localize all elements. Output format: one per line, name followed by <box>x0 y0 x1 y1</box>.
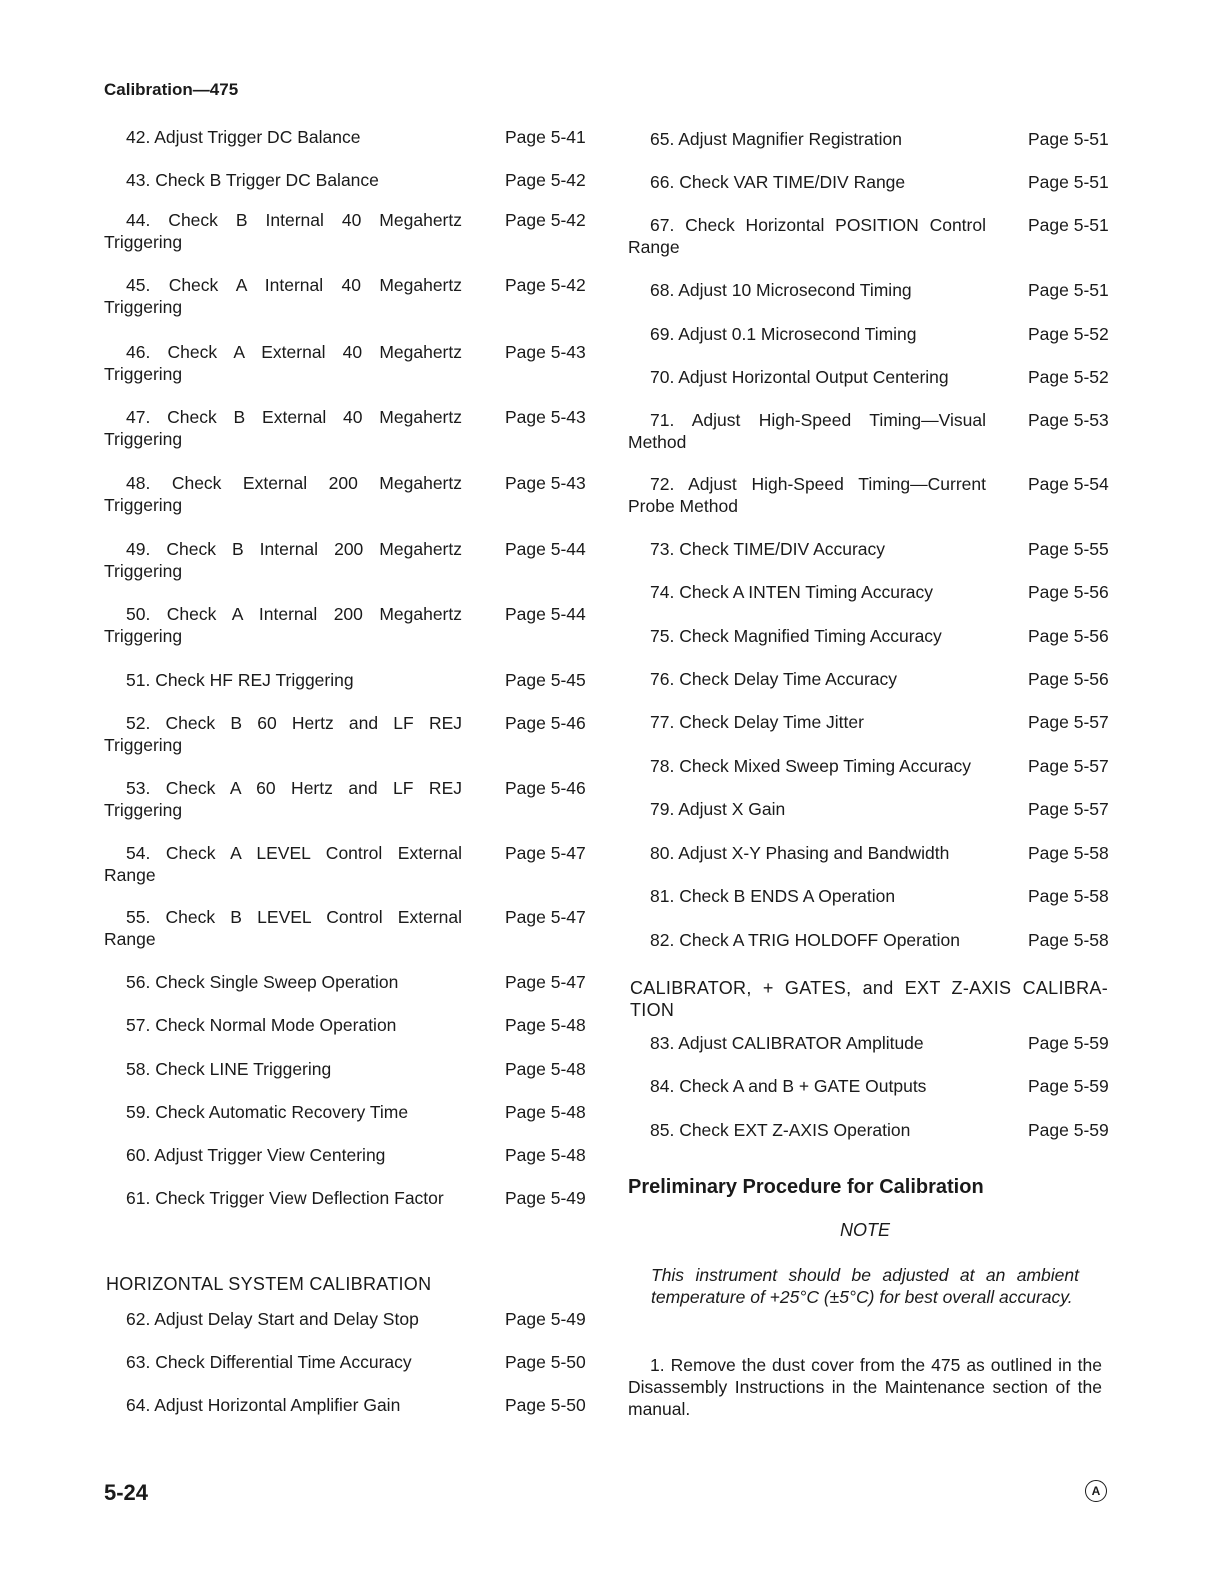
toc-entry-page: Page 5-47 <box>505 972 586 992</box>
toc-entry <box>104 603 588 647</box>
toc-entry-page: Page 5-56 <box>1028 626 1109 646</box>
toc-entry-page: Page 5-42 <box>505 275 586 295</box>
toc-entry-title: 67. Check Horizontal POSITION Control Range <box>628 215 986 257</box>
toc-entry <box>104 169 588 191</box>
toc-entry <box>104 669 588 691</box>
toc-entry-title: 58. Check LINE Triggering <box>126 1059 332 1079</box>
toc-entry-page: Page 5-46 <box>505 713 586 733</box>
toc-entry <box>104 274 588 318</box>
toc-entry-page: Page 5-50 <box>505 1352 586 1372</box>
toc-entry <box>628 366 1110 388</box>
toc-entry-page: Page 5-48 <box>505 1059 586 1079</box>
toc-entry-page: Page 5-48 <box>505 1015 586 1035</box>
toc-entry <box>104 1351 588 1373</box>
toc-entry <box>104 971 588 993</box>
toc-entry <box>104 1394 588 1416</box>
toc-entry <box>628 885 1110 907</box>
toc-entry <box>104 1187 588 1209</box>
toc-entry-title: 42. Adjust Trigger DC Balance <box>126 127 361 147</box>
toc-entry <box>628 711 1110 733</box>
toc-entry <box>104 1058 588 1080</box>
toc-entry-title: 52. Check B 60 Hertz and LF REJ Triggering <box>104 713 462 755</box>
toc-entry-page: Page 5-57 <box>1028 756 1109 776</box>
toc-entry-title: 83. Adjust CALIBRATOR Amplitude <box>650 1033 924 1053</box>
page-number: 5-24 <box>104 1480 149 1505</box>
toc-entry-page: Page 5-48 <box>505 1102 586 1122</box>
toc-entry <box>104 538 588 582</box>
toc-entry-title: 57. Check Normal Mode Operation <box>126 1015 397 1035</box>
toc-entry <box>628 1119 1110 1141</box>
toc-entry-title: 64. Adjust Horizontal Amplifier Gain <box>126 1395 401 1415</box>
toc-entry-title: 60. Adjust Trigger View Centering <box>126 1145 386 1165</box>
toc-entry <box>104 1308 588 1330</box>
toc-entry <box>104 406 588 450</box>
toc-entry <box>628 1075 1110 1097</box>
toc-entry <box>628 128 1110 150</box>
preliminary-heading: Preliminary Procedure for Calibration <box>628 1176 984 1198</box>
toc-entry-title: 55. Check B LEVEL Control External Range <box>104 907 462 949</box>
toc-entry <box>104 906 588 950</box>
toc-entry-title: 46. Check A External 40 Megahertz Triggering <box>104 342 462 384</box>
toc-entry-page: Page 5-51 <box>1028 215 1109 235</box>
toc-entry-title: 71. Adjust High-Speed Timing—Visual Method <box>628 410 986 452</box>
toc-entry-title: 70. Adjust Horizontal Output Centering <box>650 367 949 387</box>
toc-entry-page: Page 5-51 <box>1028 129 1109 149</box>
toc-entry-title: 69. Adjust 0.1 Microsecond Timing <box>650 324 917 344</box>
toc-entry-title: 80. Adjust X-Y Phasing and Bandwidth <box>650 843 950 863</box>
toc-entry-page: Page 5-47 <box>505 843 586 863</box>
toc-entry-title: 79. Adjust X Gain <box>650 799 786 819</box>
toc-entry-page: Page 5-58 <box>1028 930 1109 950</box>
note-label: NOTE <box>840 1220 891 1240</box>
toc-entry <box>104 209 588 253</box>
toc-entry <box>628 625 1110 647</box>
toc-entry <box>628 214 1110 258</box>
toc-entry <box>628 171 1110 193</box>
toc-entry-page: Page 5-42 <box>505 170 586 190</box>
toc-entry <box>628 842 1110 864</box>
toc-entry-title: 68. Adjust 10 Microsecond Timing <box>650 280 912 300</box>
toc-entry <box>628 755 1110 777</box>
toc-entry <box>104 1144 588 1166</box>
toc-entry-page: Page 5-59 <box>1028 1076 1109 1096</box>
toc-entry-page: Page 5-41 <box>505 127 586 147</box>
toc-entry <box>628 323 1110 345</box>
toc-entry-title: 66. Check VAR TIME/DIV Range <box>650 172 906 192</box>
step-1-text: 1. Remove the dust cover from the 475 as outlined in the Disassembly Instructions in the Maintenance section of the manual. <box>628 1355 1102 1419</box>
revision-mark: A <box>1085 1480 1107 1502</box>
toc-entry-title: 74. Check A INTEN Timing Accuracy <box>650 582 934 602</box>
toc-entry <box>628 668 1110 690</box>
toc-entry-page: Page 5-46 <box>505 778 586 798</box>
toc-entry-page: Page 5-59 <box>1028 1120 1109 1140</box>
toc-entry-title: 72. Adjust High-Speed Timing—Current Probe Method <box>628 474 986 516</box>
toc-entry-title: 76. Check Delay Time Accuracy <box>650 669 898 689</box>
toc-entry-page: Page 5-53 <box>1028 410 1109 430</box>
toc-entry-page: Page 5-51 <box>1028 280 1109 300</box>
toc-entry-page: Page 5-44 <box>505 539 586 559</box>
toc-entry-title: 63. Check Differential Time Accuracy <box>126 1352 412 1372</box>
toc-entry-page: Page 5-58 <box>1028 886 1109 906</box>
toc-entry-title: 81. Check B ENDS A Operation <box>650 886 896 906</box>
toc-entry <box>628 581 1110 603</box>
toc-entry-page: Page 5-45 <box>505 670 586 690</box>
note-text: This instrument should be adjusted at an ambient temperature of +25°C (±5°C) for best overall accuracy. <box>651 1265 1079 1307</box>
toc-entry-title: 78. Check Mixed Sweep Timing Accuracy <box>650 756 971 776</box>
toc-entry-title: 47. Check B External 40 Megahertz Triggering <box>104 407 462 449</box>
toc-entry-title: 53. Check A 60 Hertz and LF REJ Triggering <box>104 778 462 820</box>
toc-entry <box>104 126 588 148</box>
toc-entry-page: Page 5-43 <box>505 473 586 493</box>
toc-entry-title: 61. Check Trigger View Deflection Factor <box>126 1188 444 1208</box>
toc-entry-page: Page 5-57 <box>1028 799 1109 819</box>
toc-entry-title: 84. Check A and B + GATE Outputs <box>650 1076 927 1096</box>
toc-entry-page: Page 5-52 <box>1028 367 1109 387</box>
toc-entry-title: 65. Adjust Magnifier Registration <box>650 129 902 149</box>
toc-entry <box>104 1014 588 1036</box>
toc-entry-page: Page 5-52 <box>1028 324 1109 344</box>
toc-entry <box>628 473 1110 517</box>
toc-entry <box>628 279 1110 301</box>
toc-entry-title: 49. Check B Internal 200 Megahertz Triggering <box>104 539 462 581</box>
toc-entry-title: 77. Check Delay Time Jitter <box>650 712 864 732</box>
toc-entry-page: Page 5-42 <box>505 210 586 230</box>
toc-entry <box>104 842 588 886</box>
toc-entry-title: 45. Check A Internal 40 Megahertz Triggering <box>104 275 462 317</box>
toc-entry-page: Page 5-51 <box>1028 172 1109 192</box>
toc-entry-page: Page 5-50 <box>505 1395 586 1415</box>
toc-entry <box>104 1101 588 1123</box>
toc-entry-page: Page 5-56 <box>1028 582 1109 602</box>
toc-entry <box>104 472 588 516</box>
toc-entry-title: 51. Check HF REJ Triggering <box>126 670 354 690</box>
calibrator-section-heading: CALIBRATOR, + GATES, and EXT Z-AXIS CALIBRA- TION <box>630 978 1108 1020</box>
toc-entry-title: 85. Check EXT Z-AXIS Operation <box>650 1120 911 1140</box>
toc-entry <box>104 712 588 756</box>
toc-entry-title: 59. Check Automatic Recovery Time <box>126 1102 409 1122</box>
toc-entry-page: Page 5-58 <box>1028 843 1109 863</box>
horizontal-section-heading: HORIZONTAL SYSTEM CALIBRATION <box>106 1274 432 1294</box>
toc-entry-page: Page 5-48 <box>505 1145 586 1165</box>
toc-entry <box>628 929 1110 951</box>
toc-entry-page: Page 5-55 <box>1028 539 1109 559</box>
toc-entry <box>628 538 1110 560</box>
toc-entry-page: Page 5-54 <box>1028 474 1109 494</box>
toc-entry <box>104 341 588 385</box>
toc-entry <box>628 798 1110 820</box>
toc-entry-title: 54. Check A LEVEL Control External Range <box>104 843 462 885</box>
toc-entry-page: Page 5-43 <box>505 407 586 427</box>
toc-entry-title: 62. Adjust Delay Start and Delay Stop <box>126 1309 419 1329</box>
toc-entry-page: Page 5-57 <box>1028 712 1109 732</box>
toc-entry-page: Page 5-59 <box>1028 1033 1109 1053</box>
toc-entry-title: 48. Check External 200 Megahertz Triggering <box>104 473 462 515</box>
toc-entry-title: 50. Check A Internal 200 Megahertz Triggering <box>104 604 462 646</box>
toc-entry-page: Page 5-49 <box>505 1309 586 1329</box>
toc-entry-title: 56. Check Single Sweep Operation <box>126 972 399 992</box>
toc-entry-page: Page 5-44 <box>505 604 586 624</box>
toc-entry-page: Page 5-43 <box>505 342 586 362</box>
toc-entry-page: Page 5-56 <box>1028 669 1109 689</box>
toc-entry-title: 43. Check B Trigger DC Balance <box>126 170 379 190</box>
toc-entry-title: 75. Check Magnified Timing Accuracy <box>650 626 942 646</box>
toc-entry-title: 44. Check B Internal 40 Megahertz Triggering <box>104 210 462 252</box>
toc-entry <box>628 1032 1110 1054</box>
toc-entry-title: 73. Check TIME/DIV Accuracy <box>650 539 886 559</box>
toc-entry <box>628 409 1110 453</box>
toc-entry-page: Page 5-49 <box>505 1188 586 1208</box>
toc-entry-page: Page 5-47 <box>505 907 586 927</box>
running-header: Calibration—475 <box>104 80 239 99</box>
toc-entry-title: 82. Check A TRIG HOLDOFF Operation <box>650 930 960 950</box>
toc-entry <box>104 777 588 821</box>
